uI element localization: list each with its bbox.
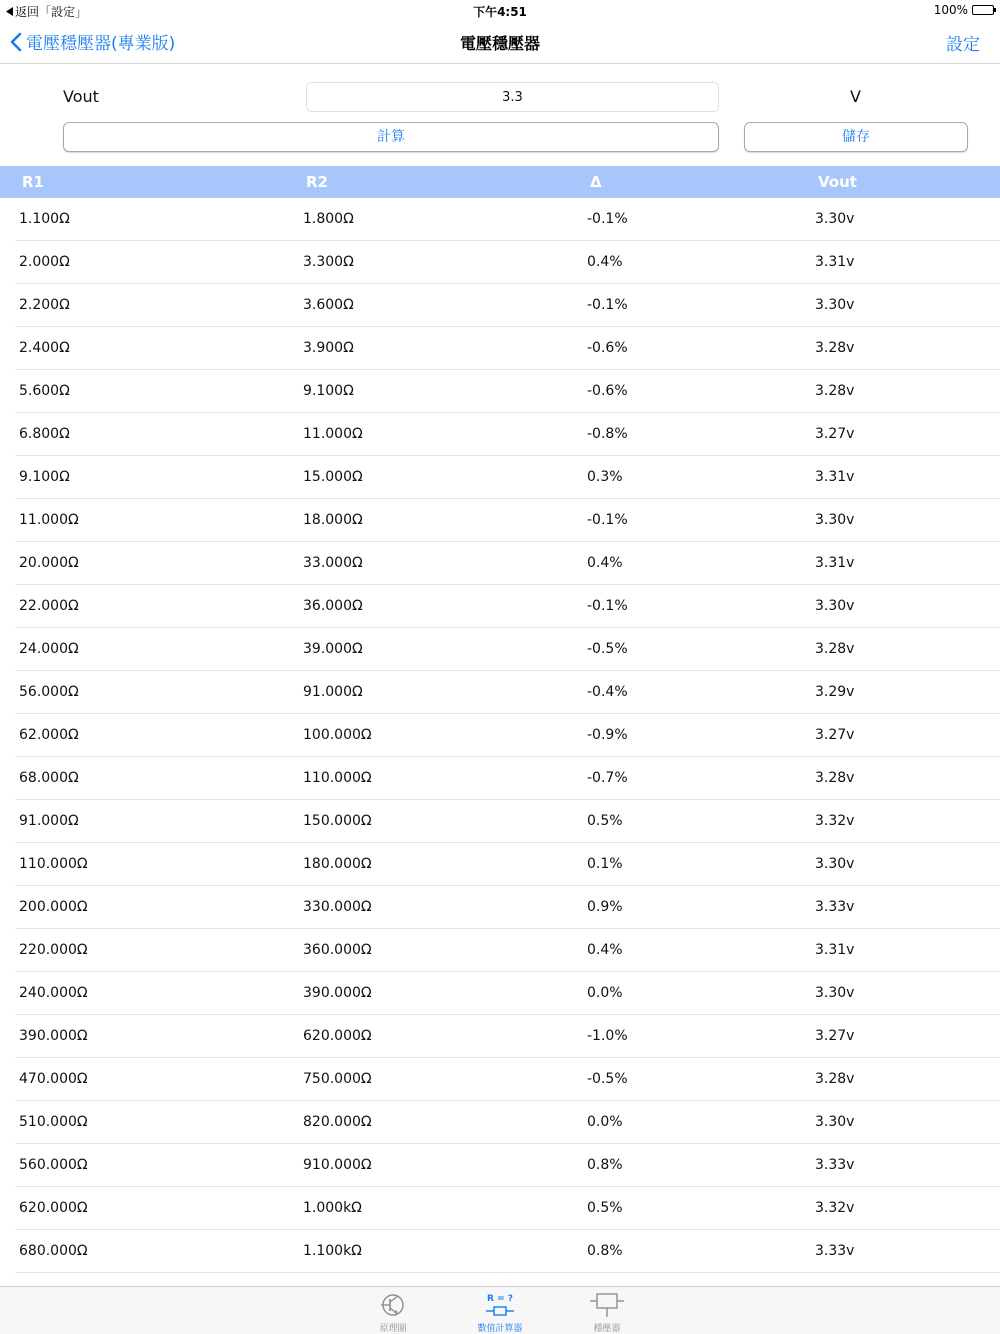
page-title: 電壓穩壓器 <box>459 34 540 53</box>
cell-delta: -0.5% <box>587 1071 628 1087</box>
cell-vout: 3.28v <box>815 383 855 399</box>
cell-r1: 5.600Ω <box>19 383 70 399</box>
cell-vout: 3.33v <box>815 1157 855 1173</box>
cell-r1: 56.000Ω <box>19 684 79 700</box>
cell-vout: 3.27v <box>815 1028 855 1044</box>
cell-vout: 3.32v <box>815 813 855 829</box>
save-button[interactable]: 儲存 <box>744 122 968 152</box>
chevron-left-icon <box>10 32 22 52</box>
cell-vout: 3.31v <box>815 942 855 958</box>
resistor-calc-icon-text: R = ? <box>487 1294 513 1304</box>
battery-percent: 100% <box>933 3 968 17</box>
cell-vout: 3.29v <box>815 684 855 700</box>
table-row[interactable] <box>0 198 1000 241</box>
cell-vout: 3.30v <box>815 985 855 1001</box>
cell-vout: 3.33v <box>815 1243 855 1259</box>
cell-r1: 620.000Ω <box>19 1200 88 1216</box>
tab-bar <box>0 1286 1000 1334</box>
cell-r2: 620.000Ω <box>303 1028 372 1044</box>
cell-r1: 1.100Ω <box>19 211 70 227</box>
table-row[interactable] <box>0 1058 1000 1101</box>
cell-r2: 91.000Ω <box>303 684 363 700</box>
status-battery <box>934 3 994 17</box>
cell-r2: 820.000Ω <box>303 1114 372 1130</box>
cell-r1: 510.000Ω <box>19 1114 88 1130</box>
table-row[interactable] <box>0 714 1000 757</box>
cell-r2: 18.000Ω <box>303 512 363 528</box>
table-row[interactable] <box>0 757 1000 800</box>
input-form <box>0 64 1000 166</box>
cell-vout: 3.31v <box>815 254 855 270</box>
table-row[interactable] <box>0 886 1000 929</box>
cell-delta: 0.8% <box>587 1157 623 1173</box>
header-r1: R1 <box>22 173 44 191</box>
cell-r1: 9.100Ω <box>19 469 70 485</box>
cell-delta: -0.1% <box>587 598 628 614</box>
cell-r1: 240.000Ω <box>19 985 88 1001</box>
table-row[interactable] <box>0 413 1000 456</box>
cell-delta: 0.3% <box>587 469 623 485</box>
tab-regulator-label: 穩壓器 <box>593 1324 621 1334</box>
cell-delta: 0.5% <box>587 1200 623 1216</box>
cell-vout: 3.30v <box>815 1114 855 1130</box>
cell-r1: 200.000Ω <box>19 899 88 915</box>
table-header <box>0 166 1000 198</box>
cell-vout: 3.27v <box>815 727 855 743</box>
cell-vout: 3.27v <box>815 426 855 442</box>
cell-delta: -0.6% <box>587 383 628 399</box>
table-row[interactable] <box>0 1101 1000 1144</box>
unit-label: V <box>850 87 861 106</box>
status-back-text: 返回「設定」 <box>15 5 88 19</box>
header-vout: Vout <box>818 173 857 191</box>
cell-r1: 68.000Ω <box>19 770 79 786</box>
cell-vout: 3.28v <box>815 1071 855 1087</box>
results-table[interactable] <box>0 198 1000 1286</box>
header-delta: Δ <box>590 173 602 191</box>
cell-delta: 0.5% <box>587 813 623 829</box>
status-time: 下午4:51 <box>473 5 527 19</box>
cell-r1: 11.000Ω <box>19 512 79 528</box>
cell-delta: -0.4% <box>587 684 628 700</box>
cell-delta: -0.1% <box>587 211 628 227</box>
table-row[interactable] <box>0 327 1000 370</box>
cell-r1: 6.800Ω <box>19 426 70 442</box>
cell-r1: 220.000Ω <box>19 942 88 958</box>
vout-label: Vout <box>63 87 99 106</box>
cell-delta: 0.4% <box>587 254 623 270</box>
cell-delta: -0.7% <box>587 770 628 786</box>
cell-r1: 24.000Ω <box>19 641 79 657</box>
tab-schematic[interactable] <box>358 1291 428 1334</box>
table-row[interactable] <box>0 542 1000 585</box>
cell-r1: 91.000Ω <box>19 813 79 829</box>
table-row[interactable] <box>0 1230 1000 1273</box>
cell-vout: 3.31v <box>815 469 855 485</box>
cell-r2: 100.000Ω <box>303 727 372 743</box>
tab-value-calculator-label: 數值計算器 <box>477 1324 523 1334</box>
cell-r1: 62.000Ω <box>19 727 79 743</box>
cell-r2: 750.000Ω <box>303 1071 372 1087</box>
table-row[interactable] <box>0 1187 1000 1230</box>
navigation-bar <box>0 20 1000 64</box>
cell-r1: 2.400Ω <box>19 340 70 356</box>
cell-r1: 680.000Ω <box>19 1243 88 1259</box>
cell-r2: 1.000kΩ <box>303 1200 362 1216</box>
cell-vout: 3.30v <box>815 856 855 872</box>
cell-r2: 1.100kΩ <box>303 1243 362 1259</box>
back-button-label: 電壓穩壓器(專業版) <box>26 34 176 54</box>
table-row[interactable] <box>0 370 1000 413</box>
table-row[interactable] <box>0 585 1000 628</box>
cell-r1: 560.000Ω <box>19 1157 88 1173</box>
cell-r2: 11.000Ω <box>303 426 363 442</box>
table-row[interactable] <box>0 929 1000 972</box>
table-row[interactable] <box>0 843 1000 886</box>
cell-delta: -0.9% <box>587 727 628 743</box>
cell-delta: -1.0% <box>587 1028 628 1044</box>
cell-delta: 0.8% <box>587 1243 623 1259</box>
cell-r2: 180.000Ω <box>303 856 372 872</box>
cell-vout: 3.30v <box>815 598 855 614</box>
table-row[interactable] <box>0 456 1000 499</box>
cell-r2: 15.000Ω <box>303 469 363 485</box>
cell-delta: 0.0% <box>587 1114 623 1130</box>
cell-r2: 150.000Ω <box>303 813 372 829</box>
cell-delta: -0.1% <box>587 297 628 313</box>
table-row[interactable] <box>0 1015 1000 1058</box>
cell-delta: 0.4% <box>587 555 623 571</box>
cell-r2: 33.000Ω <box>303 555 363 571</box>
cell-r1: 2.200Ω <box>19 297 70 313</box>
resistor-calc-icon <box>483 1291 517 1319</box>
cell-delta: 0.0% <box>587 985 623 1001</box>
cell-vout: 3.28v <box>815 770 855 786</box>
calculate-button[interactable]: 計算 <box>63 122 719 152</box>
cell-r1: 390.000Ω <box>19 1028 88 1044</box>
tab-regulator[interactable] <box>572 1291 642 1334</box>
table-row[interactable] <box>0 284 1000 327</box>
table-row[interactable] <box>0 800 1000 843</box>
cell-vout: 3.30v <box>815 512 855 528</box>
table-row[interactable] <box>0 499 1000 542</box>
table-row[interactable] <box>0 628 1000 671</box>
cell-delta: 0.9% <box>587 899 623 915</box>
cell-delta: -0.8% <box>587 426 628 442</box>
cell-vout: 3.28v <box>815 340 855 356</box>
header-r2: R2 <box>306 173 328 191</box>
cell-delta: -0.6% <box>587 340 628 356</box>
cell-r1: 20.000Ω <box>19 555 79 571</box>
cell-delta: 0.1% <box>587 856 623 872</box>
table-row[interactable] <box>0 241 1000 284</box>
cell-delta: -0.1% <box>587 512 628 528</box>
cell-r2: 39.000Ω <box>303 641 363 657</box>
cell-r1: 110.000Ω <box>19 856 88 872</box>
table-row[interactable] <box>0 972 1000 1015</box>
cell-delta: -0.5% <box>587 641 628 657</box>
battery-icon <box>972 5 994 15</box>
cell-r2: 330.000Ω <box>303 899 372 915</box>
cell-r2: 910.000Ω <box>303 1157 372 1173</box>
table-row[interactable] <box>0 671 1000 714</box>
cell-r2: 36.000Ω <box>303 598 363 614</box>
cell-r2: 110.000Ω <box>303 770 372 786</box>
cell-vout: 3.28v <box>815 641 855 657</box>
transistor-icon <box>379 1291 407 1319</box>
table-row[interactable] <box>0 1144 1000 1187</box>
cell-vout: 3.33v <box>815 899 855 915</box>
cell-r2: 3.600Ω <box>303 297 354 313</box>
cell-vout: 3.30v <box>815 211 855 227</box>
tab-value-calculator[interactable] <box>465 1291 535 1334</box>
cell-delta: 0.4% <box>587 942 623 958</box>
cell-vout: 3.32v <box>815 1200 855 1216</box>
cell-r2: 3.300Ω <box>303 254 354 270</box>
back-button[interactable] <box>10 29 175 54</box>
cell-r2: 3.900Ω <box>303 340 354 356</box>
vout-input[interactable] <box>306 82 719 112</box>
settings-button[interactable]: 設定 <box>946 35 980 55</box>
cell-r2: 9.100Ω <box>303 383 354 399</box>
cell-r1: 470.000Ω <box>19 1071 88 1087</box>
regulator-icon <box>588 1291 626 1319</box>
cell-r1: 2.000Ω <box>19 254 70 270</box>
cell-r2: 390.000Ω <box>303 985 372 1001</box>
cell-r2: 360.000Ω <box>303 942 372 958</box>
cell-r1: 22.000Ω <box>19 598 79 614</box>
cell-r2: 1.800Ω <box>303 211 354 227</box>
cell-vout: 3.30v <box>815 297 855 313</box>
cell-vout: 3.31v <box>815 555 855 571</box>
tab-schematic-label: 原理圖 <box>379 1324 407 1334</box>
status-bar <box>0 0 1000 20</box>
